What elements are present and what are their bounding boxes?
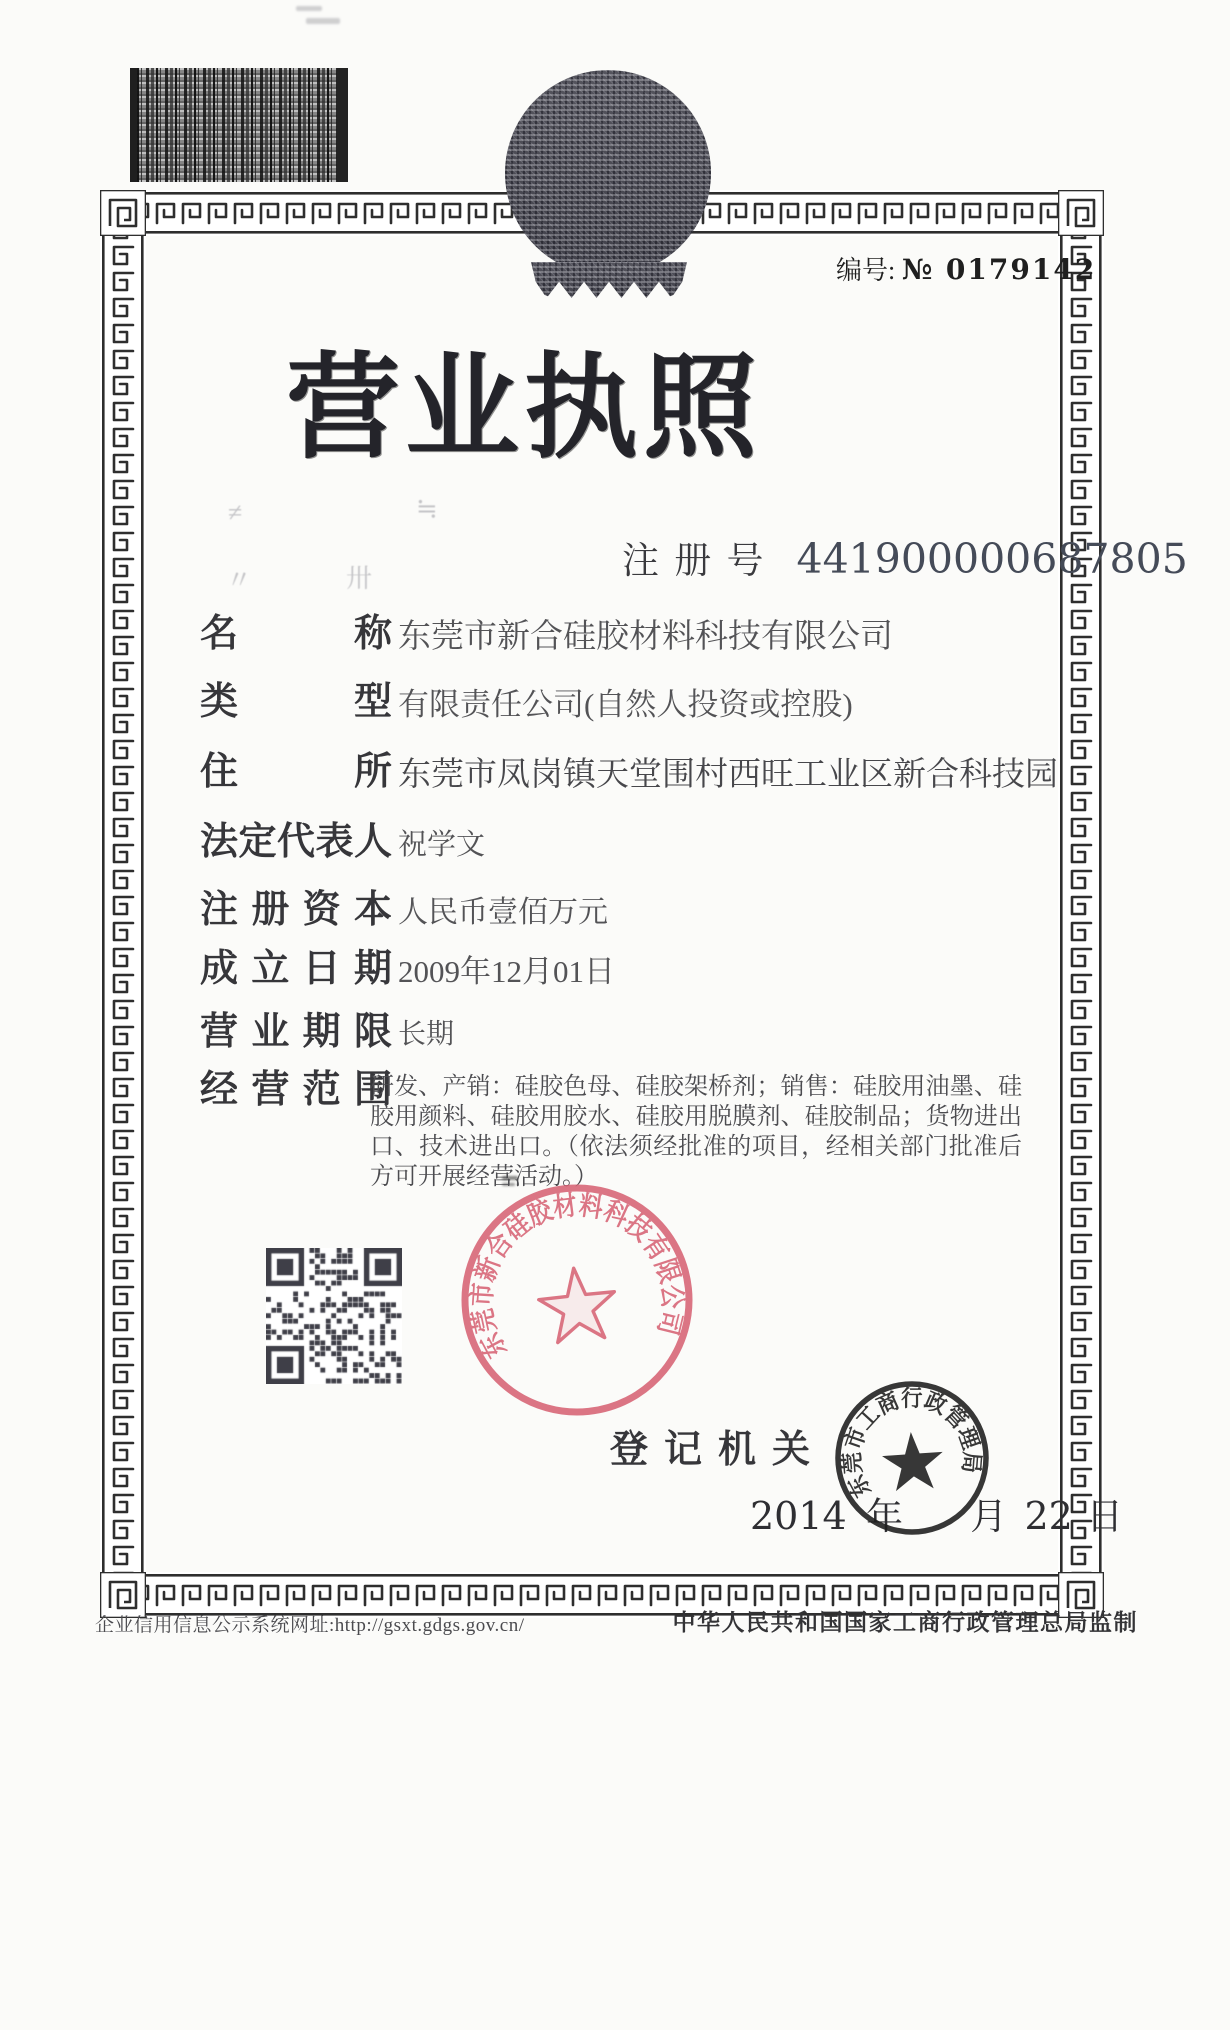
field-value: 东莞市新合硅胶材料科技有限公司 — [398, 619, 893, 655]
scan-mark: ≒ — [416, 494, 438, 523]
field-label: 住所 — [200, 751, 392, 793]
registry-seal-text: 东莞市工商行政管理局 — [839, 1385, 985, 1502]
star-icon — [880, 1430, 945, 1492]
field-label: 营业期限 — [200, 1011, 392, 1053]
date-day-unit: 日 — [1086, 1497, 1124, 1538]
field-value: 研发、产销：硅胶色母、硅胶架桥剂；销售：硅胶用油墨、硅胶用颜料、硅胶用胶水、硅胶用脱膜剂、硅胶制品；货物进出口、技术进出口。（依法须经批准的项目，经相关部门批准后方可开展经营活动。） — [370, 1074, 1022, 1190]
national-emblem — [503, 70, 715, 298]
registration-number-line — [622, 530, 1188, 584]
field-label: 名称 — [200, 613, 392, 655]
company-seal — [441, 1164, 714, 1437]
field-label: 法定代表人 — [200, 821, 392, 863]
star-icon — [536, 1264, 619, 1344]
field-value: 人民币壹佰万元 — [398, 896, 608, 929]
footer-issuing-authority: 中华人民共和国国家工商行政管理总局监制 — [672, 1610, 1138, 1635]
date-month-unit: 月 — [970, 1497, 1008, 1538]
scan-smudge — [306, 18, 340, 24]
field-value: 有限责任公司(自然人投资或控股) — [398, 687, 853, 722]
footer-public-info-url: 企业信用信息公示系统网址:http://gsxt.gdgs.gov.cn/ — [95, 1615, 525, 1636]
field-value: 祝学文 — [398, 829, 486, 861]
field-label: 成立日期 — [200, 948, 392, 990]
border-right — [1058, 190, 1104, 1618]
date-year-unit: 年 — [865, 1497, 903, 1538]
regno-value: 441900000687805 — [796, 535, 1188, 583]
serial-label: 编号: — [836, 256, 896, 285]
field-label: 经营范围 — [200, 1069, 392, 1111]
border-left — [100, 190, 146, 1618]
field-value: 2009年12月01日 — [398, 954, 615, 989]
barcode — [130, 68, 348, 182]
svg-text:东莞市工商行政管理局 — [828, 1373, 990, 1503]
field-label: 注册资本 — [200, 889, 392, 931]
registrar-label: 登记机关 — [610, 1429, 810, 1471]
scan-mark: 〃 — [226, 566, 253, 595]
scan-mark: ≠ — [228, 498, 243, 527]
field-value: 长期 — [398, 1019, 455, 1050]
license-title: 营业执照 — [286, 345, 763, 472]
registry-seal — [819, 1365, 1004, 1550]
border-corner-tl — [100, 190, 146, 236]
emblem-disc — [505, 70, 711, 276]
company-seal-text: 东莞市新合硅胶材料科技有限公司 — [466, 1189, 688, 1364]
emblem-base — [531, 262, 687, 298]
field-label: 类型 — [200, 681, 392, 723]
regno-label: 注 册 号 — [622, 541, 767, 582]
border-corner-tr — [1058, 190, 1104, 236]
date-year: 2014 — [750, 1494, 847, 1538]
scan-smudge — [296, 6, 322, 11]
qr-code — [266, 1248, 402, 1384]
serial-number-line — [836, 250, 1096, 287]
scan-mark: 卅 — [346, 564, 373, 593]
date-day: 22 — [1024, 1494, 1073, 1538]
serial-value: № 0179142 — [901, 253, 1097, 286]
field-value: 东莞市凤岗镇天堂围村西旺工业区新合科技园 — [398, 757, 1058, 793]
